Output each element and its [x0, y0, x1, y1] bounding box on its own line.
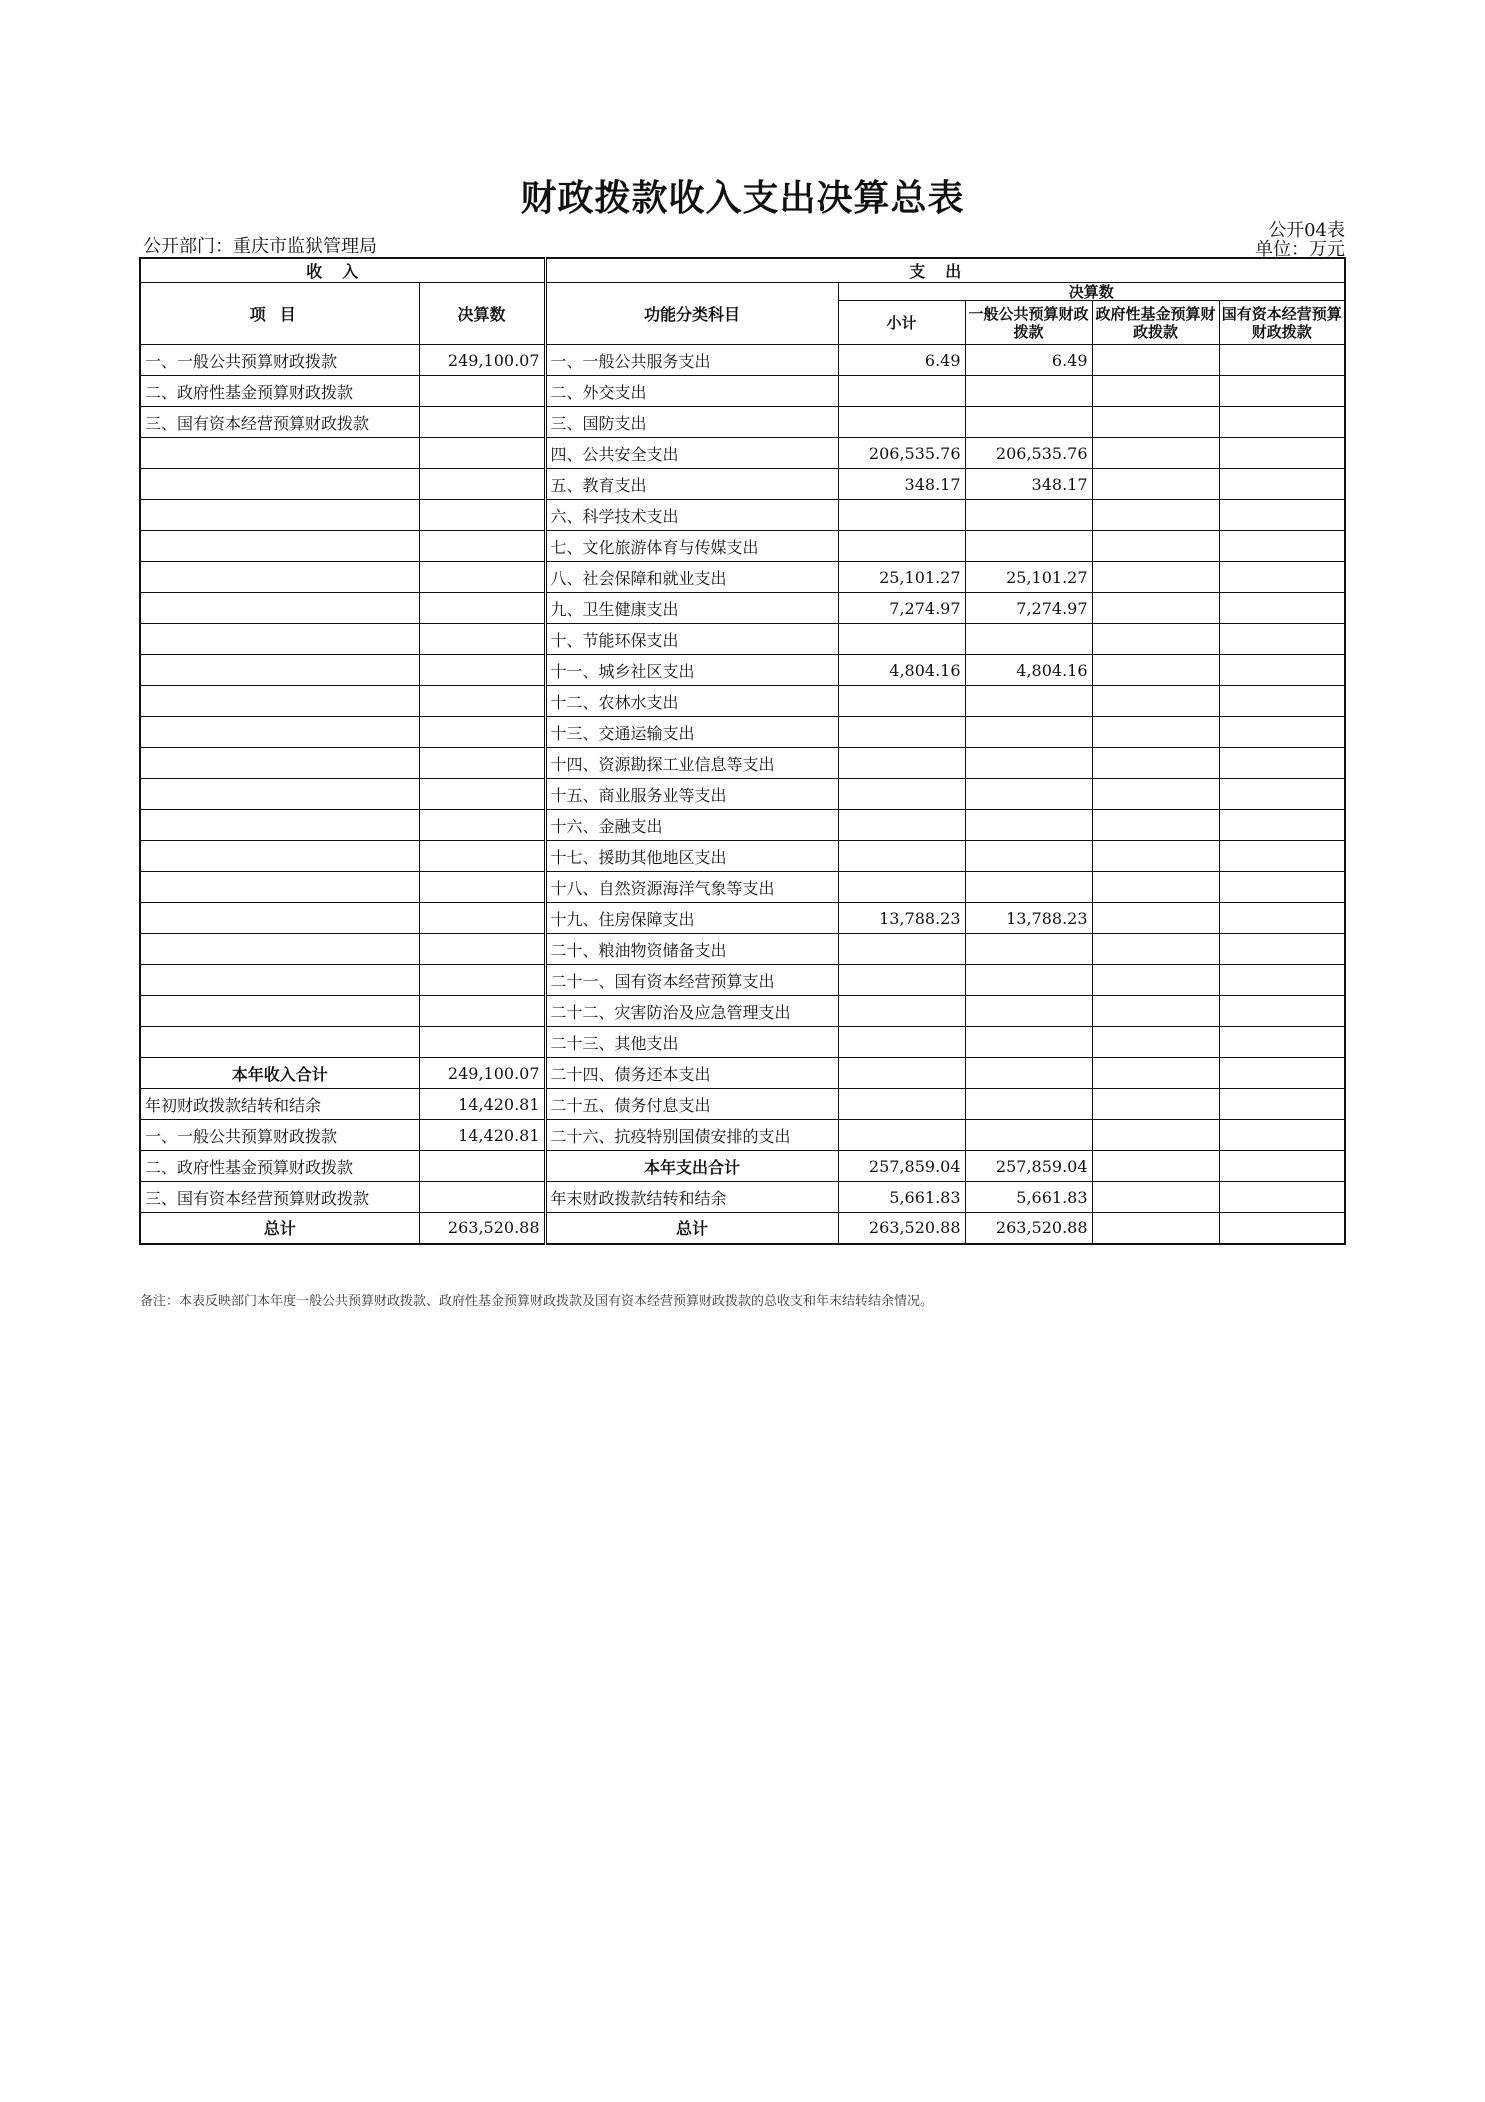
general-budget-cell: [965, 965, 1092, 996]
general-budget-cell: [965, 624, 1092, 655]
income-item-cell: [140, 686, 419, 717]
expense-item-cell: 十六、金融支出: [545, 810, 838, 841]
state-capital-cell: [1219, 872, 1345, 903]
fund-budget-cell: [1092, 965, 1219, 996]
income-item-cell: [140, 996, 419, 1027]
state-capital-cell: [1219, 593, 1345, 624]
table-row: [140, 748, 1345, 779]
income-item-cell: [140, 438, 419, 469]
col-state-header: 国有资本经营预算财政拨款: [1219, 301, 1345, 345]
expense-item-cell: 十一、城乡社区支出: [545, 655, 838, 686]
table-row: [140, 500, 1345, 531]
col-general-header: 一般公共预算财政拨款: [965, 301, 1092, 345]
income-item-cell: [140, 841, 419, 872]
income-amount-cell: [419, 841, 545, 872]
fund-budget-cell: [1092, 1182, 1219, 1213]
income-amount-cell: [419, 407, 545, 438]
fund-budget-cell: [1092, 655, 1219, 686]
general-budget-cell: 348.17: [965, 469, 1092, 500]
table-row: [140, 1182, 1345, 1213]
fund-budget-cell: [1092, 717, 1219, 748]
general-budget-cell: [965, 531, 1092, 562]
fund-budget-cell: [1092, 345, 1219, 376]
fund-budget-cell: [1092, 903, 1219, 934]
income-amount-cell: [419, 593, 545, 624]
general-budget-cell: [965, 841, 1092, 872]
expense-item-cell: 十二、农林水支出: [545, 686, 838, 717]
table-row: [140, 1058, 1345, 1089]
table-row: [140, 810, 1345, 841]
income-item-cell: [140, 562, 419, 593]
income-amount-cell: [419, 717, 545, 748]
income-item-cell: [140, 903, 419, 934]
fund-budget-cell: [1092, 376, 1219, 407]
expense-item-cell: 十、节能环保支出: [545, 624, 838, 655]
income-group-header: 收入: [140, 258, 545, 283]
income-item-cell: [140, 717, 419, 748]
general-budget-cell: 5,661.83: [965, 1182, 1092, 1213]
table-row: [140, 1120, 1345, 1151]
subtotal-cell: [838, 1120, 965, 1151]
income-amount-cell: 249,100.07: [419, 1058, 545, 1089]
table-row: [140, 965, 1345, 996]
state-capital-cell: [1219, 1182, 1345, 1213]
general-budget-cell: [965, 407, 1092, 438]
subtotal-cell: 257,859.04: [838, 1151, 965, 1182]
general-budget-cell: [965, 500, 1092, 531]
income-item-cell: 一、一般公共预算财政拨款: [140, 1120, 419, 1151]
state-capital-cell: [1219, 996, 1345, 1027]
expense-item-cell: 三、国防支出: [545, 407, 838, 438]
state-capital-cell: [1219, 500, 1345, 531]
income-item-cell: [140, 531, 419, 562]
table-row: [140, 624, 1345, 655]
general-budget-cell: 25,101.27: [965, 562, 1092, 593]
subtotal-cell: [838, 1027, 965, 1058]
table-row: [140, 593, 1345, 624]
subtotal-cell: [838, 748, 965, 779]
table-row: [140, 655, 1345, 686]
subtotal-cell: [838, 376, 965, 407]
col-budget-group-header: 决算数: [838, 283, 1345, 301]
income-amount-cell: [419, 531, 545, 562]
expense-item-cell: 八、社会保障和就业支出: [545, 562, 838, 593]
general-budget-cell: 4,804.16: [965, 655, 1092, 686]
general-budget-cell: 257,859.04: [965, 1151, 1092, 1182]
general-budget-cell: 6.49: [965, 345, 1092, 376]
general-budget-cell: [965, 376, 1092, 407]
table-row: [140, 996, 1345, 1027]
state-capital-cell: [1219, 1058, 1345, 1089]
income-item-cell: 二、政府性基金预算财政拨款: [140, 1151, 419, 1182]
income-amount-cell: [419, 500, 545, 531]
table-row: [140, 1027, 1345, 1058]
state-capital-cell: [1219, 1027, 1345, 1058]
subtotal-cell: [838, 996, 965, 1027]
fund-budget-cell: [1092, 1058, 1219, 1089]
general-budget-cell: [965, 1027, 1092, 1058]
table-row: [140, 686, 1345, 717]
income-item-cell: [140, 655, 419, 686]
expense-item-cell: 二十二、灾害防治及应急管理支出: [545, 996, 838, 1027]
income-item-cell: 三、国有资本经营预算财政拨款: [140, 407, 419, 438]
income-amount-cell: [419, 810, 545, 841]
state-capital-cell: [1219, 438, 1345, 469]
fund-budget-cell: [1092, 407, 1219, 438]
subtotal-cell: 7,274.97: [838, 593, 965, 624]
subtotal-cell: 206,535.76: [838, 438, 965, 469]
fund-budget-cell: [1092, 1027, 1219, 1058]
income-item-cell: [140, 593, 419, 624]
income-amount-cell: [419, 965, 545, 996]
subtotal-cell: 13,788.23: [838, 903, 965, 934]
budget-table: [139, 257, 1346, 1245]
fund-budget-cell: [1092, 593, 1219, 624]
income-amount-cell: [419, 903, 545, 934]
general-budget-cell: [965, 748, 1092, 779]
general-budget-cell: 263,520.88: [965, 1213, 1092, 1244]
expense-item-cell: 十八、自然资源海洋气象等支出: [545, 872, 838, 903]
state-capital-cell: [1219, 1151, 1345, 1182]
fund-budget-cell: [1092, 841, 1219, 872]
subtotal-cell: 4,804.16: [838, 655, 965, 686]
expense-item-cell: 二十五、债务付息支出: [545, 1089, 838, 1120]
state-capital-cell: [1219, 562, 1345, 593]
department-label: 公开部门：重庆市监狱管理局: [143, 236, 377, 257]
fund-budget-cell: [1092, 1120, 1219, 1151]
general-budget-cell: [965, 686, 1092, 717]
column-header-row: [140, 283, 1345, 301]
fund-budget-cell: [1092, 469, 1219, 500]
income-amount-cell: [419, 562, 545, 593]
income-amount-cell: [419, 748, 545, 779]
table-row: [140, 903, 1345, 934]
subtotal-cell: [838, 965, 965, 996]
expense-item-cell: 年末财政拨款结转和结余: [545, 1182, 838, 1213]
income-amount-cell: [419, 1182, 545, 1213]
general-budget-cell: [965, 717, 1092, 748]
state-capital-cell: [1219, 965, 1345, 996]
income-amount-cell: [419, 655, 545, 686]
general-budget-cell: [965, 779, 1092, 810]
income-item-cell: 总计: [140, 1213, 419, 1244]
expense-item-cell: 四、公共安全支出: [545, 438, 838, 469]
unit-label: 单位：万元: [1255, 239, 1345, 260]
fund-budget-cell: [1092, 686, 1219, 717]
income-amount-cell: [419, 438, 545, 469]
fund-budget-cell: [1092, 438, 1219, 469]
income-item-cell: [140, 624, 419, 655]
state-capital-cell: [1219, 686, 1345, 717]
state-capital-cell: [1219, 779, 1345, 810]
state-capital-cell: [1219, 1213, 1345, 1244]
general-budget-cell: [965, 996, 1092, 1027]
income-item-cell: [140, 965, 419, 996]
subtotal-cell: [838, 841, 965, 872]
state-capital-cell: [1219, 1089, 1345, 1120]
income-amount-cell: [419, 779, 545, 810]
state-capital-cell: [1219, 624, 1345, 655]
income-amount-cell: [419, 686, 545, 717]
income-amount-cell: [419, 996, 545, 1027]
footnote: 备注：本表反映部门本年度一般公共预算财政拨款、政府性基金预算财政拨款及国有资本经营预算财政拨款的总收支和年末结转结余情况。: [140, 1294, 934, 1309]
income-amount-cell: 14,420.81: [419, 1120, 545, 1151]
fund-budget-cell: [1092, 500, 1219, 531]
income-item-cell: [140, 748, 419, 779]
subtotal-cell: [838, 1058, 965, 1089]
col-amount-header: 决算数: [419, 283, 545, 345]
fund-budget-cell: [1092, 748, 1219, 779]
table-row: [140, 345, 1345, 376]
state-capital-cell: [1219, 407, 1345, 438]
col-item-header: 项目: [140, 283, 419, 345]
income-item-cell: [140, 779, 419, 810]
form-number: 公开04表: [1268, 220, 1345, 241]
expense-item-cell: 二十四、债务还本支出: [545, 1058, 838, 1089]
income-amount-cell: [419, 934, 545, 965]
expense-item-cell: 二十三、其他支出: [545, 1027, 838, 1058]
expense-item-cell: 十四、资源勘探工业信息等支出: [545, 748, 838, 779]
subtotal-cell: 25,101.27: [838, 562, 965, 593]
table-row: [140, 841, 1345, 872]
expense-item-cell: 本年支出合计: [545, 1151, 838, 1182]
income-amount-cell: [419, 376, 545, 407]
state-capital-cell: [1219, 903, 1345, 934]
subtotal-cell: 5,661.83: [838, 1182, 965, 1213]
income-amount-cell: [419, 1151, 545, 1182]
general-budget-cell: [965, 1089, 1092, 1120]
income-item-cell: 一、一般公共预算财政拨款: [140, 345, 419, 376]
expense-item-cell: 二、外交支出: [545, 376, 838, 407]
subtotal-cell: [838, 717, 965, 748]
table-row: [140, 1089, 1345, 1120]
subtotal-cell: [838, 531, 965, 562]
state-capital-cell: [1219, 934, 1345, 965]
expense-group-header: 支出: [545, 258, 1345, 283]
col-subtotal-header: 小计: [838, 301, 965, 345]
fund-budget-cell: [1092, 624, 1219, 655]
general-budget-cell: [965, 872, 1092, 903]
state-capital-cell: [1219, 469, 1345, 500]
subtotal-cell: [838, 779, 965, 810]
subtotal-cell: 263,520.88: [838, 1213, 965, 1244]
expense-item-cell: 一、一般公共服务支出: [545, 345, 838, 376]
group-header-row: [140, 258, 1345, 283]
subtotal-cell: [838, 500, 965, 531]
subtotal-cell: 6.49: [838, 345, 965, 376]
fund-budget-cell: [1092, 872, 1219, 903]
page-title: 财政拨款收入支出决算总表: [520, 178, 965, 219]
table-row: [140, 531, 1345, 562]
subtotal-cell: [838, 810, 965, 841]
income-item-cell: [140, 469, 419, 500]
table-row: [140, 934, 1345, 965]
fund-budget-cell: [1092, 562, 1219, 593]
subtotal-cell: 348.17: [838, 469, 965, 500]
expense-item-cell: 十五、商业服务业等支出: [545, 779, 838, 810]
table-row: [140, 1151, 1345, 1182]
subtotal-cell: [838, 934, 965, 965]
fund-budget-cell: [1092, 779, 1219, 810]
state-capital-cell: [1219, 717, 1345, 748]
income-item-cell: [140, 1027, 419, 1058]
income-amount-cell: [419, 872, 545, 903]
fund-budget-cell: [1092, 1089, 1219, 1120]
fund-budget-cell: [1092, 531, 1219, 562]
subtotal-cell: [838, 1089, 965, 1120]
fund-budget-cell: [1092, 1151, 1219, 1182]
income-amount-cell: 249,100.07: [419, 345, 545, 376]
expense-item-cell: 五、教育支出: [545, 469, 838, 500]
income-amount-cell: [419, 1027, 545, 1058]
subtotal-cell: [838, 872, 965, 903]
table-row: [140, 469, 1345, 500]
income-item-cell: [140, 934, 419, 965]
expense-item-cell: 七、文化旅游体育与传媒支出: [545, 531, 838, 562]
subtotal-cell: [838, 624, 965, 655]
general-budget-cell: 206,535.76: [965, 438, 1092, 469]
expense-item-cell: 十三、交通运输支出: [545, 717, 838, 748]
expense-item-cell: 九、卫生健康支出: [545, 593, 838, 624]
table-row: [140, 779, 1345, 810]
state-capital-cell: [1219, 841, 1345, 872]
expense-item-cell: 二十、粮油物资储备支出: [545, 934, 838, 965]
subtotal-cell: [838, 407, 965, 438]
state-capital-cell: [1219, 810, 1345, 841]
table-row: [140, 376, 1345, 407]
table-row: [140, 407, 1345, 438]
fund-budget-cell: [1092, 1213, 1219, 1244]
expense-item-cell: 六、科学技术支出: [545, 500, 838, 531]
income-amount-cell: 263,520.88: [419, 1213, 545, 1244]
income-item-cell: 本年收入合计: [140, 1058, 419, 1089]
table-row: [140, 717, 1345, 748]
income-item-cell: [140, 872, 419, 903]
state-capital-cell: [1219, 748, 1345, 779]
state-capital-cell: [1219, 376, 1345, 407]
state-capital-cell: [1219, 531, 1345, 562]
income-item-cell: 年初财政拨款结转和结余: [140, 1089, 419, 1120]
col-function-header: 功能分类科目: [545, 283, 838, 345]
table-row: [140, 1213, 1345, 1244]
general-budget-cell: 7,274.97: [965, 593, 1092, 624]
general-budget-cell: [965, 1058, 1092, 1089]
state-capital-cell: [1219, 1120, 1345, 1151]
expense-item-cell: 十九、住房保障支出: [545, 903, 838, 934]
income-item-cell: [140, 500, 419, 531]
income-item-cell: [140, 810, 419, 841]
income-amount-cell: 14,420.81: [419, 1089, 545, 1120]
fund-budget-cell: [1092, 810, 1219, 841]
general-budget-cell: [965, 1120, 1092, 1151]
table-row: [140, 562, 1345, 593]
general-budget-cell: [965, 810, 1092, 841]
income-item-cell: 三、国有资本经营预算财政拨款: [140, 1182, 419, 1213]
general-budget-cell: [965, 934, 1092, 965]
expense-item-cell: 二十六、抗疫特别国债安排的支出: [545, 1120, 838, 1151]
state-capital-cell: [1219, 345, 1345, 376]
income-amount-cell: [419, 624, 545, 655]
general-budget-cell: 13,788.23: [965, 903, 1092, 934]
income-amount-cell: [419, 469, 545, 500]
table-row: [140, 872, 1345, 903]
expense-item-cell: 二十一、国有资本经营预算支出: [545, 965, 838, 996]
subtotal-cell: [838, 686, 965, 717]
income-item-cell: 二、政府性基金预算财政拨款: [140, 376, 419, 407]
expense-item-cell: 十七、援助其他地区支出: [545, 841, 838, 872]
fund-budget-cell: [1092, 934, 1219, 965]
state-capital-cell: [1219, 655, 1345, 686]
fund-budget-cell: [1092, 996, 1219, 1027]
col-fund-header: 政府性基金预算财政拨款: [1092, 301, 1219, 345]
table-row: [140, 438, 1345, 469]
expense-item-cell: 总计: [545, 1213, 838, 1244]
